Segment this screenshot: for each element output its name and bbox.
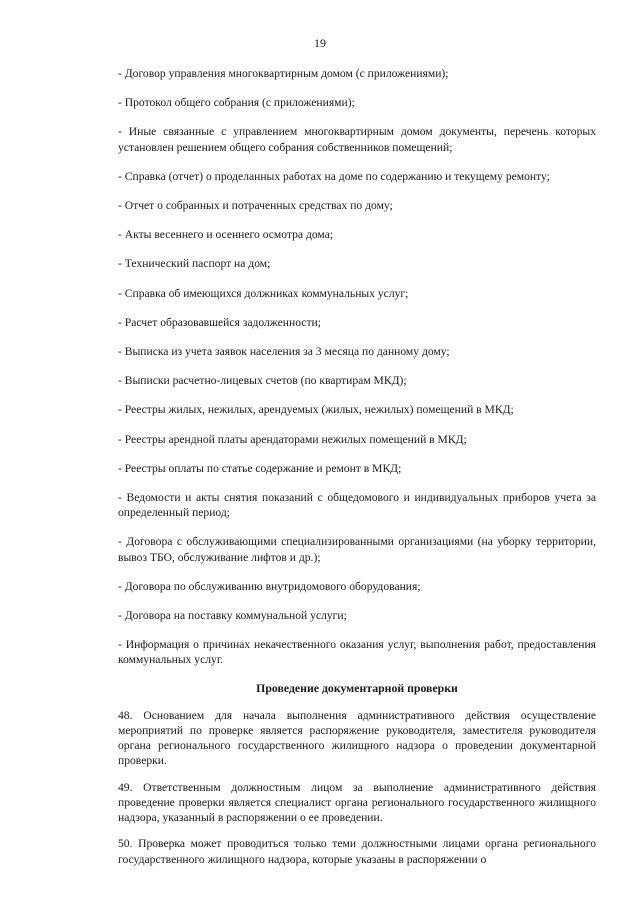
- list-item: - Технический паспорт на дом;: [118, 257, 271, 271]
- list-item: - Реестры арендной платы арендаторами нежилых помещений в МКД;: [118, 432, 467, 446]
- list-item: - Справка об имеющихся должниках коммунальных услуг;: [118, 286, 409, 300]
- paragraph: 50. Проверка может проводиться только теми должностными лицами органа регионального государственного жилищного надзора, которые указаны в распоряжении о: [118, 837, 596, 866]
- list-item: - Иные связанные с управлением многоквартирным домом документы, перечень которых установлен решением общего собрания собственников помещений;: [118, 125, 596, 154]
- list-item: - Справка (отчет) о проделанных работах на доме по содержанию и текущему ремонту;: [118, 169, 550, 183]
- list-item: - Выписки расчетно-лицевых счетов (по квартирам МКД);: [118, 374, 407, 388]
- paragraph: 49. Ответственным должностным лицом за выполнение административного действия проведение проверки является специалист органа регионального государственного жилищного надзора, указанный в распоряжении о ее проведении.: [118, 780, 596, 825]
- list-item: - Реестры оплаты по статье содержание и ремонт в МКД;: [118, 461, 402, 475]
- section-heading: Проведение документарной проверки: [256, 680, 458, 695]
- list-item: - Договора на поставку коммунальной услуги;: [118, 609, 347, 623]
- list-item: - Договора по обслуживанию внутридомового оборудования;: [118, 579, 421, 593]
- list-item: - Отчет о собранных и потраченных средствах по дому;: [118, 199, 393, 213]
- list-item: - Расчет образовавшейся задолженности;: [118, 315, 321, 329]
- list-item: - Договора с обслуживающими специализированными организациями (на уборку территории, вывоз ТБО, обслуживание лифтов и др.);: [118, 535, 596, 564]
- list-item: - Акты весеннего и осеннего осмотра дома;: [118, 228, 334, 242]
- paragraph: 48. Основанием для начала выполнения административного действия осуществление мероприятий по проверке является распоряжение руководителя, заместителя руководителя органа регионального государственного жилищного надзора о проведении документарной проверки.: [118, 708, 596, 768]
- list-item: - Реестры жилых, нежилых, арендуемых (жилых, нежилых) помещений в МКД;: [118, 403, 514, 417]
- list-item: - Протокол общего собрания (с приложениями);: [118, 96, 355, 110]
- list-item: - Договор управления многоквартирным домом (с приложениями);: [118, 67, 449, 80]
- list-item: - Ведомости и акты снятия показаний с общедомового и индивидуальных приборов учета за определенный период;: [118, 491, 596, 520]
- page-number: 19: [314, 36, 326, 50]
- list-item: - Информация о причинах некачественного оказания услуг, выполнения работ, предоставления коммунальных услуг.: [118, 638, 596, 667]
- list-item: - Выписка из учета заявок населения за 3 месяца по данному дому;: [118, 345, 450, 359]
- document-body: [118, 66, 596, 867]
